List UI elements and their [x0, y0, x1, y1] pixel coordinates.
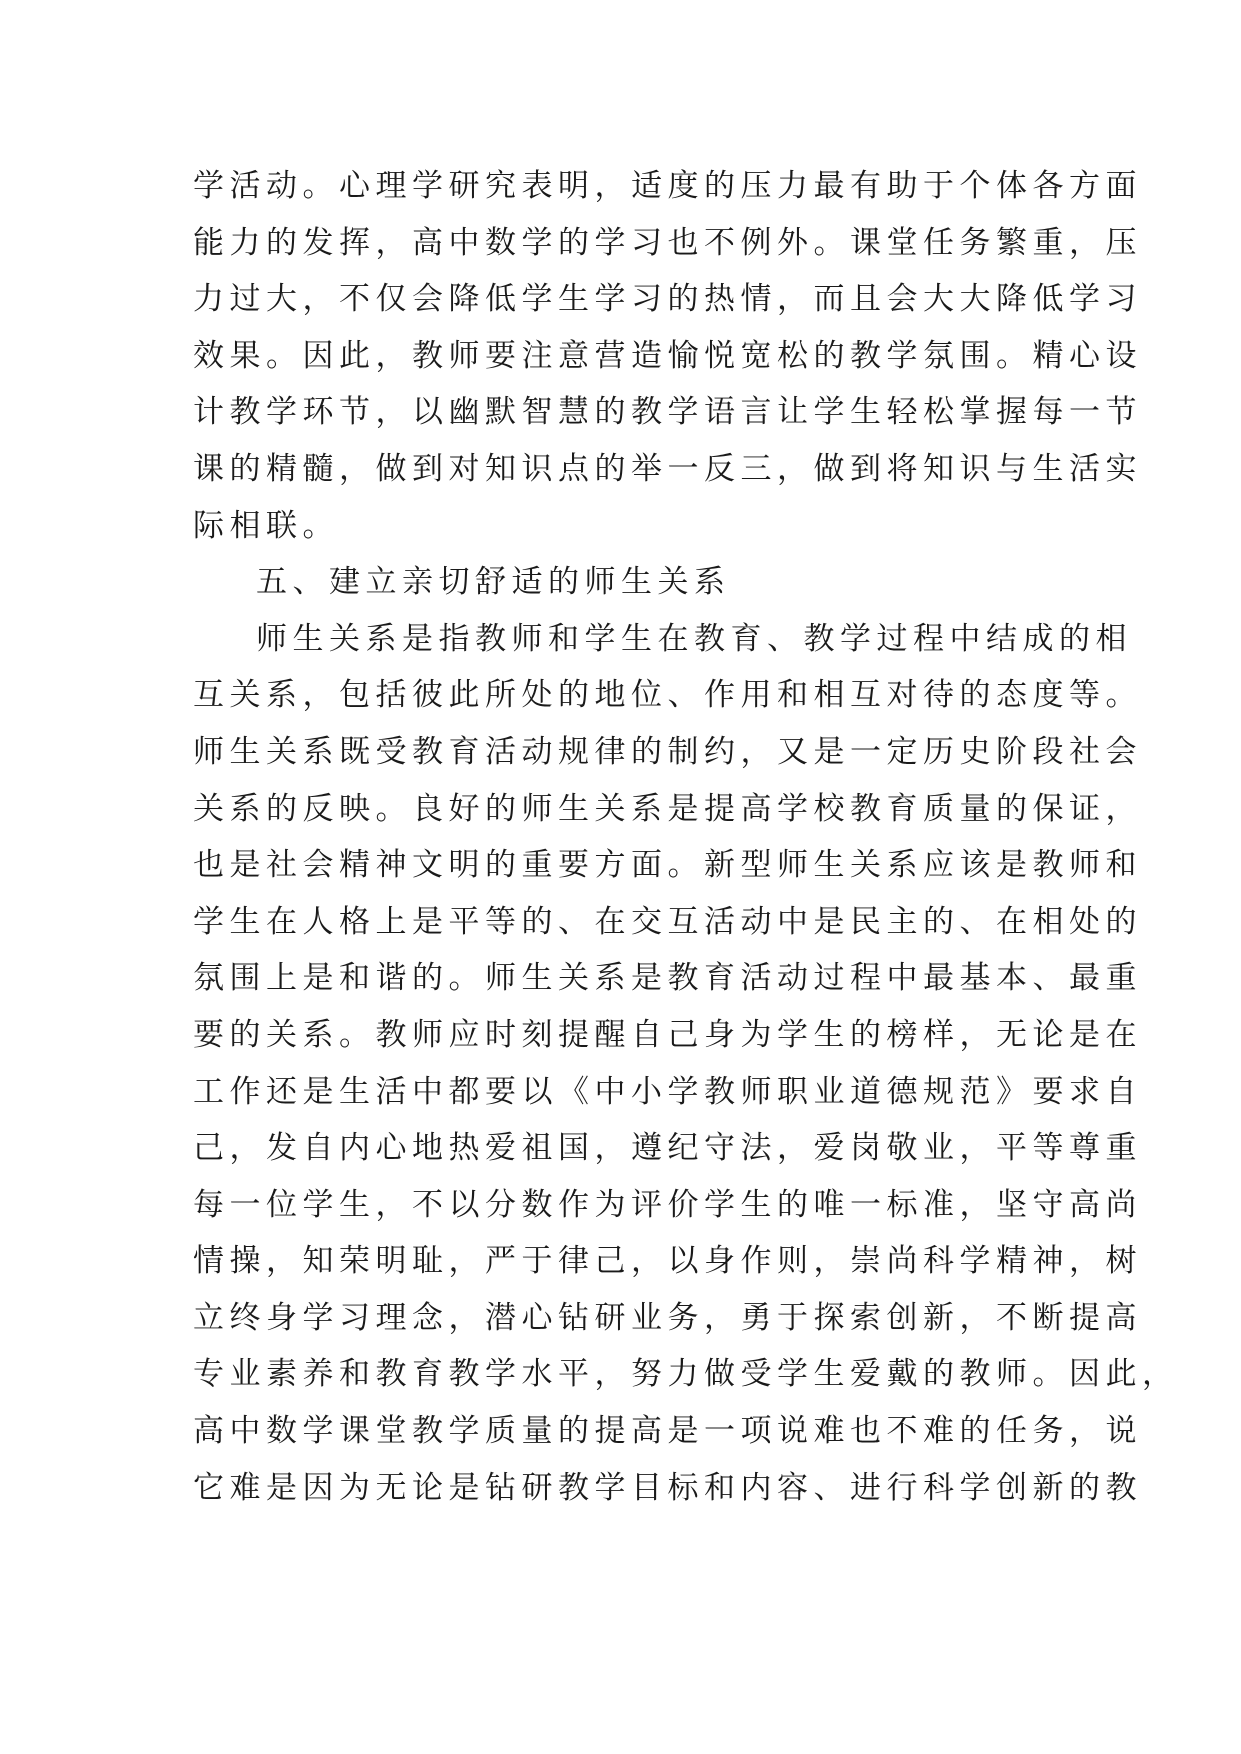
- text-line: 专业素养和教育教学水平，努力做受学生爱戴的教师。因此，: [193, 1356, 1179, 1393]
- text-line: 工作还是生活中都要以《中小学教师职业道德规范》要求自: [193, 1073, 1142, 1110]
- text-line: 己，发自内心地热爱祖国，遵纪守法，爱岗敬业，平等尊重: [193, 1130, 1142, 1167]
- text-line: 关系的反映。良好的师生关系是提高学校教育质量的保证，: [193, 790, 1142, 827]
- text-line: 氛围上是和谐的。师生关系是教育活动过程中最基本、最重: [193, 960, 1142, 997]
- text-line: 力过大，不仅会降低学生学习的热情，而且会大大降低学习: [193, 281, 1142, 318]
- text-line: 高中数学课堂教学质量的提高是一项说难也不难的任务，说: [193, 1413, 1142, 1450]
- text-line: 立终身学习理念，潜心钻研业务，勇于探索创新，不断提高: [193, 1299, 1142, 1336]
- text-line: 也是社会精神文明的重要方面。新型师生关系应该是教师和: [193, 847, 1142, 884]
- text-line: 际相联。: [193, 507, 339, 544]
- text-line: 学生在人格上是平等的、在交互活动中是民主的、在相处的: [193, 903, 1142, 940]
- text-line: 能力的发挥，高中数学的学习也不例外。课堂任务繁重，压: [193, 224, 1142, 261]
- text-line: 计教学环节，以幽默智慧的教学语言让学生轻松掌握每一节: [193, 394, 1142, 431]
- text-line: 要的关系。教师应时刻提醒自己身为学生的榜样，无论是在: [193, 1016, 1142, 1053]
- document-body: [193, 158, 1179, 1516]
- section-heading: 五、建立亲切舒适的师生关系: [256, 564, 731, 601]
- text-line: 师生关系既受教育活动规律的制约，又是一定历史阶段社会: [193, 733, 1142, 770]
- text-line: 效果。因此，教师要注意营造愉悦宽松的教学氛围。精心设: [193, 337, 1142, 374]
- text-line: 互关系，包括彼此所处的地位、作用和相互对待的态度等。: [193, 677, 1142, 714]
- text-line: 情操，知荣明耻，严于律己，以身作则，崇尚科学精神，树: [193, 1243, 1142, 1280]
- paragraph-continuation: [193, 158, 1142, 554]
- text-line: 每一位学生，不以分数作为评价学生的唯一标准，坚守高尚: [193, 1186, 1142, 1223]
- text-line: 课的精髓，做到对知识点的举一反三，做到将知识与生活实: [193, 450, 1142, 487]
- text-line: 学活动。心理学研究表明，适度的压力最有助于个体各方面: [193, 168, 1142, 204]
- text-line: 它难是因为无论是钻研教学目标和内容、进行科学创新的教: [193, 1469, 1142, 1506]
- text-line: 师生关系是指教师和学生在教育、教学过程中结成的相: [256, 620, 1132, 657]
- paragraph-teacher-student-relationship: [193, 611, 1179, 1517]
